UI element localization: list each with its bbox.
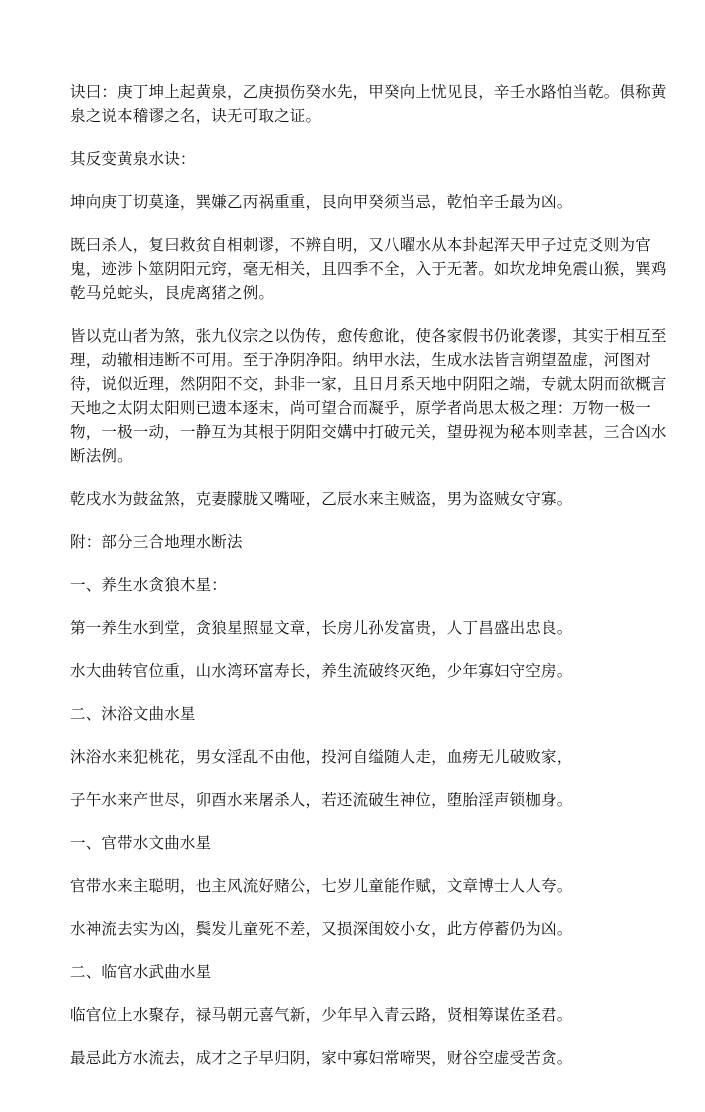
paragraph-linguan-verse-2: 最忌此方水流去，成才之子早归阴，家中寡妇常啼哭，财谷空虚受苦贪。 <box>70 1049 573 1067</box>
paragraph-heading-reverse: 其反变黄泉水诀： <box>70 150 196 168</box>
paragraph-guandai-verse-2: 水神流去实为凶，鬓发儿童死不差，又损深闺姣小女，此方停蓄仍为凶。 <box>70 920 573 938</box>
document-page <box>70 80 670 1089</box>
paragraph-muyu-verse-2: 子午水来产世尽，卯酉水来屠杀人，若还流破生神位，堕胎淫声锁枷身。 <box>70 791 573 809</box>
paragraph-verse-qianxu: 乾戌水为鼓盆煞，克妻朦胧又嘴哑，乙辰水来主贼盗，男为盗贼女守寡。 <box>70 490 573 508</box>
paragraph-verse-huangquan: 诀曰：庚丁坤上起黄泉，乙庚损伤癸水先，甲癸向上忧见艮，辛壬水路怕当乾。俱称黄泉之说本稽谬之名，诀无可取之证。 <box>70 83 667 125</box>
paragraph-commentary-2: 皆以克山者为煞，张九仪宗之以伪传，愈传愈讹，使各家假书仍讹袭谬，其实于相互至理，动辙相违断不可用。至于净阴净阳。纳甲水法，生成水法皆言朔望盈虚，河图对待，说似近理，然阴阳不交，卦非一家，且日月系天地中阴阳之端，专就太阴而欲概言天地之太阴太阳则已遗本逐末，尚可望合而凝乎，原学者尚思太极之理：万物一极一物，一极一动，一静互为其根于阴阳交媾中打破元关，望毋视为秘本则幸甚，三合凶水断法例。 <box>70 327 667 465</box>
paragraph-verse-reverse: 坤向庚丁切莫逢，巽嫌乙丙祸重重，艮向甲癸须当忌，乾怕辛壬最为凶。 <box>70 193 573 211</box>
paragraph-appendix-heading: 附：部分三合地理水断法 <box>70 533 243 551</box>
paragraph-linguan-verse-1: 临官位上水聚存，禄马朝元喜气新，少年早入青云路，贤相筹谋佐圣君。 <box>70 1006 573 1024</box>
paragraph-yangsheng-verse-1: 第一养生水到堂，贪狼星照显文章，长房儿孙发富贵，人丁昌盛出忠良。 <box>70 619 573 637</box>
paragraph-muyu-verse-1: 沐浴水来犯桃花，男女淫乱不由他，投河自缢随人走，血痨无儿破败家， <box>70 748 573 766</box>
paragraph-section-linguan: 二、临官水武曲水星 <box>70 963 212 981</box>
paragraph-commentary-1: 既曰杀人，复曰救贫自相刺谬，不辨自明，又八曜水从本卦起浑天甲子过克爻则为官鬼，迹涉卜筮阴阳元窍，毫无相关，且四季不全，入于无著。如坎龙坤免震山猴，巽鸡乾马兑蛇头，艮虎离猪之例。 <box>70 236 667 302</box>
paragraph-section-guandai: 一、官带水文曲水星 <box>70 834 212 852</box>
paragraph-section-yangsheng: 一、养生水贪狼木星： <box>70 576 228 594</box>
paragraph-yangsheng-verse-2: 水大曲转官位重，山水湾环富寿长，养生流破终灭绝，少年寡妇守空房。 <box>70 662 573 680</box>
paragraph-guandai-verse-1: 官带水来主聪明，也主风流好赌公，七岁儿童能作赋，文章博士人人夸。 <box>70 877 573 895</box>
paragraph-section-muyu: 二、沐浴文曲水星 <box>70 705 196 723</box>
